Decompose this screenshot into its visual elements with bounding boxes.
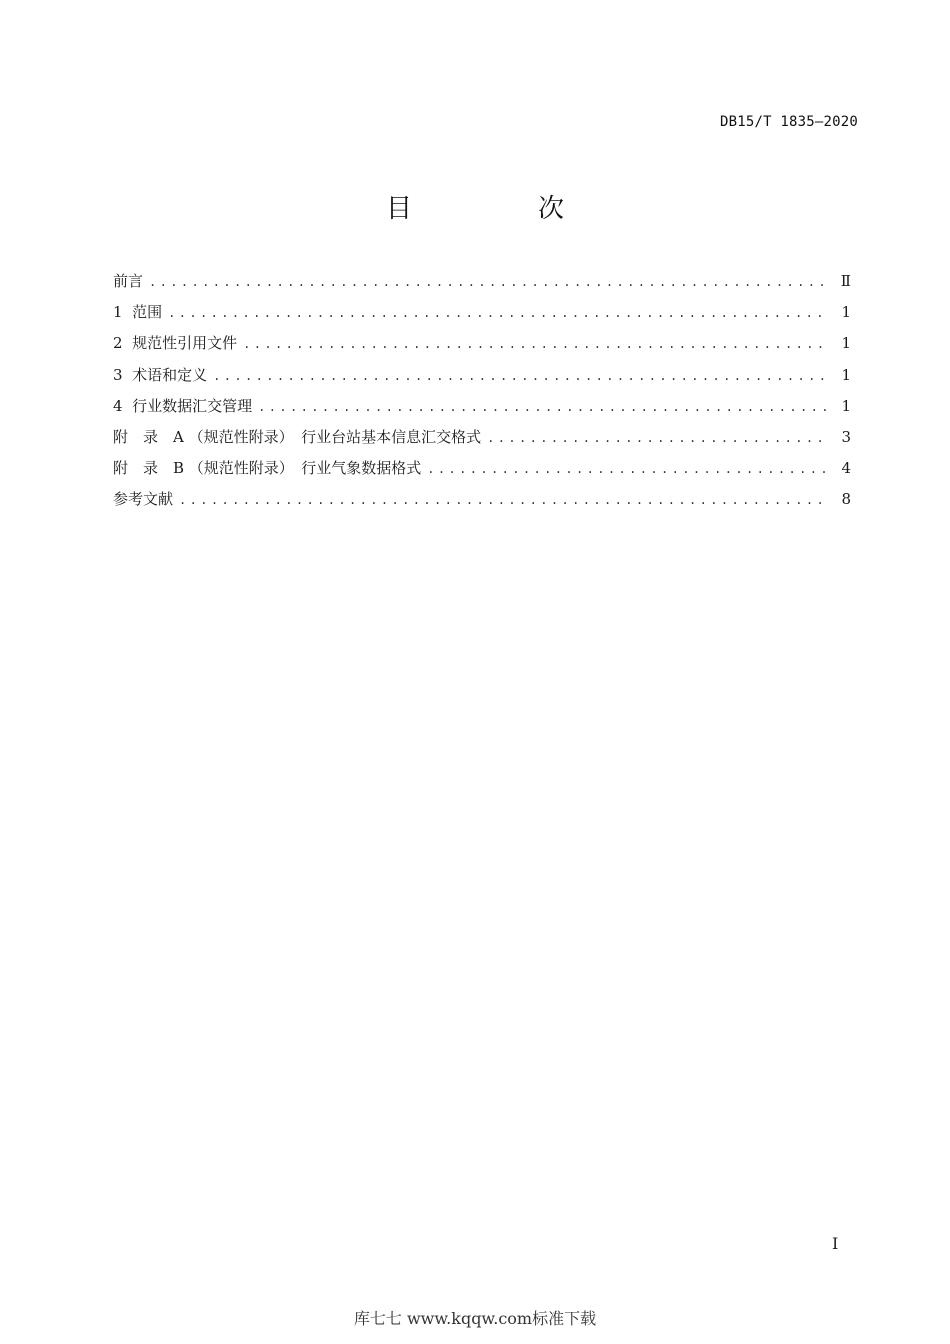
toc-entry-page: 1 bbox=[841, 334, 851, 353]
toc-entry-label: 前言 bbox=[113, 272, 144, 290]
toc-leader-dots bbox=[213, 363, 829, 389]
table-of-contents bbox=[113, 268, 851, 518]
page-number: I bbox=[832, 1234, 839, 1253]
toc-entry-page: Ⅱ bbox=[840, 272, 851, 290]
toc-leader-dots bbox=[179, 487, 829, 513]
toc-entry-label: 附 录 A （规范性附录） 行业台站基本信息汇交格式 bbox=[113, 427, 482, 446]
toc-entry-label: 3 术语和定义 bbox=[113, 365, 208, 384]
toc-leader-dots bbox=[427, 456, 829, 482]
toc-leader-dots bbox=[168, 300, 829, 326]
toc-entry-data-submission[interactable] bbox=[113, 393, 851, 424]
toc-entry-page: 3 bbox=[841, 427, 851, 446]
toc-leader-dots bbox=[243, 331, 829, 357]
toc-entry-page: 1 bbox=[841, 365, 851, 384]
toc-leader-dots bbox=[149, 269, 829, 295]
toc-entry-label: 参考文献 bbox=[113, 490, 174, 509]
toc-entry-appendix-a[interactable] bbox=[113, 424, 851, 455]
watermark-text: 库七七 www.kqqw.com标准下载 bbox=[353, 1309, 597, 1328]
toc-entry-page: 4 bbox=[841, 459, 851, 478]
toc-leader-dots bbox=[258, 394, 829, 420]
toc-entry-normative-references[interactable] bbox=[113, 330, 851, 361]
toc-entry-page: 1 bbox=[841, 303, 851, 322]
toc-entry-page: 8 bbox=[841, 490, 851, 509]
toc-entry-scope[interactable] bbox=[113, 299, 851, 330]
toc-entry-page: 1 bbox=[841, 396, 851, 415]
toc-entry-bibliography[interactable] bbox=[113, 486, 851, 517]
toc-entry-appendix-b[interactable] bbox=[113, 455, 851, 486]
toc-entry-terms-definitions[interactable] bbox=[113, 362, 851, 393]
toc-entry-label: 2 规范性引用文件 bbox=[113, 334, 238, 353]
standard-code: DB15/T 1835—2020 bbox=[719, 114, 858, 130]
page-title: 目 次 bbox=[385, 194, 614, 224]
toc-entry-label: 附 录 B （规范性附录） 行业气象数据格式 bbox=[113, 459, 422, 478]
toc-leader-dots bbox=[487, 425, 829, 451]
toc-entry-label: 4 行业数据汇交管理 bbox=[113, 396, 253, 415]
toc-entry-foreword[interactable] bbox=[113, 268, 851, 299]
toc-entry-label: 1 范围 bbox=[113, 303, 163, 322]
